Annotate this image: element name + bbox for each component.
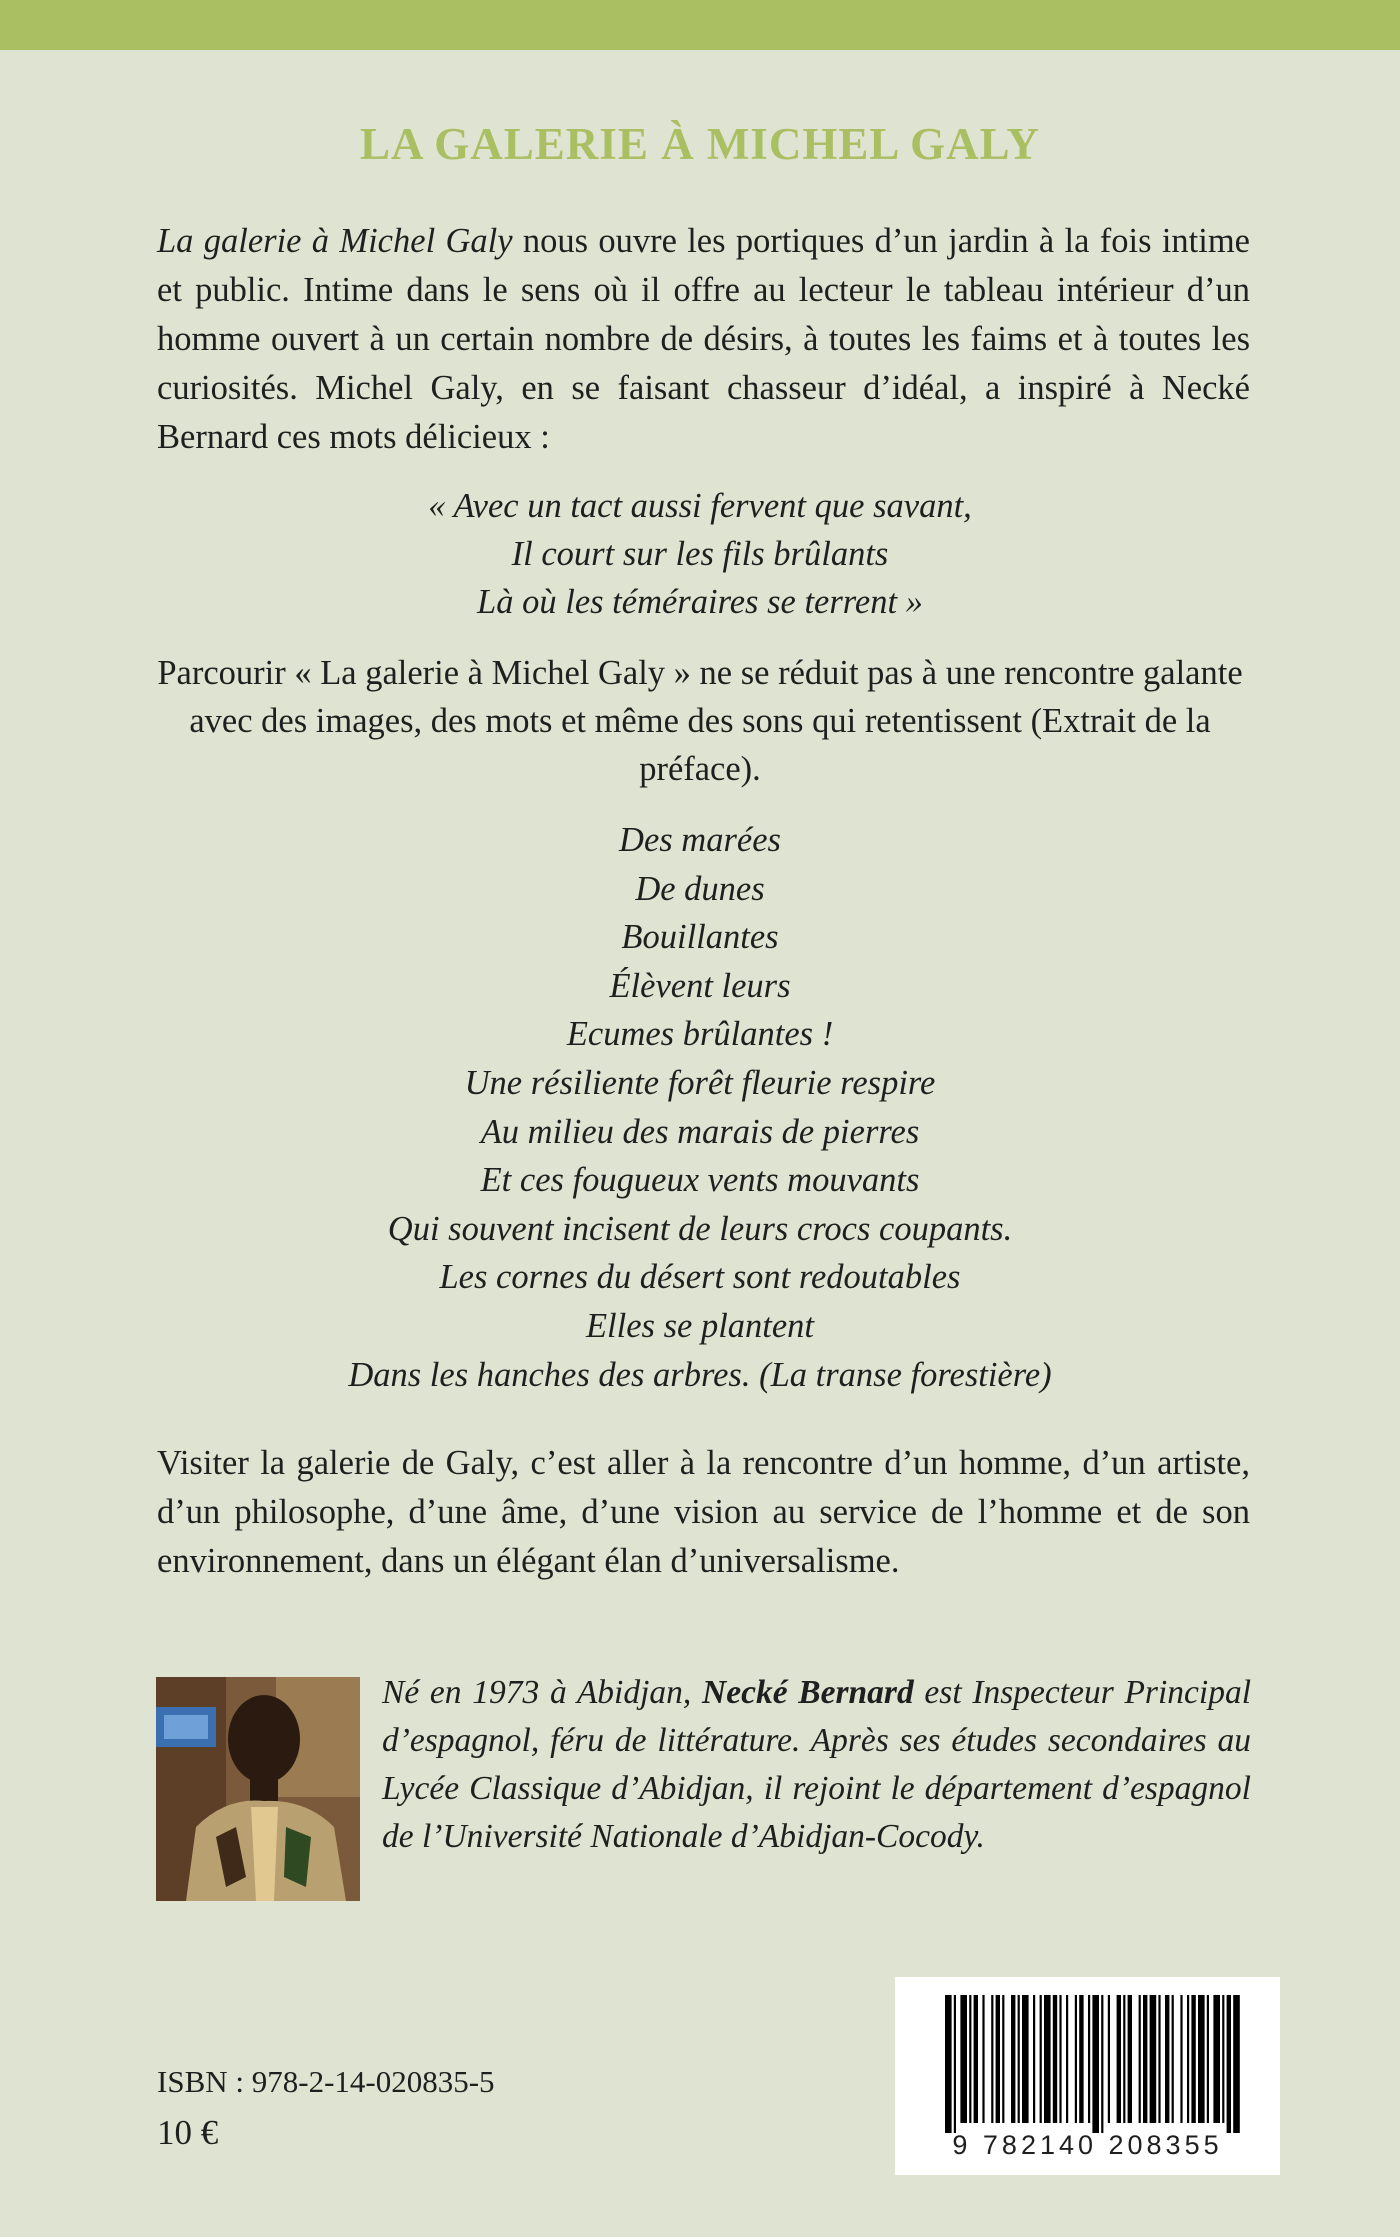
- barcode-bar: [1187, 1995, 1189, 2123]
- poem-line: Ecumes brûlantes !: [566, 1015, 834, 1054]
- book-title: LA GALERIE À MICHEL GALY: [360, 119, 1040, 169]
- poem-line: Élèvent leurs: [609, 966, 791, 1005]
- quote-line: « Avec un tact aussi fervent que savant,: [428, 487, 972, 525]
- barcode-bar: [1165, 1995, 1169, 2123]
- poem-line: Les cornes du désert sont redoutables: [439, 1258, 961, 1297]
- barcode-bar: [1158, 1995, 1160, 2123]
- poem-line: Au milieu des marais de pierres: [480, 1112, 920, 1151]
- barcode-bar: [974, 1995, 978, 2123]
- poem-line: Dans les hanches des arbres. (La transe forestière): [348, 1355, 1052, 1394]
- intro-text: nous ouvre les portiques d’un jardin à la fois intime et public. Intime dans le sens où il offre au lecteur le tableau intérieur d’un homme ouvert à un certain nombre de désirs, à toutes les faims et à toutes les curiosités. Michel Galy, en se faisant chasseur d’idéal, a inspiré à Necké Bernard ces mots délicieux :: [157, 222, 1250, 456]
- barcode-bar: [1222, 1995, 1224, 2123]
- poem-line: De dunes: [635, 869, 765, 908]
- author-bio: [382, 1669, 1251, 1861]
- poem-line: Elles se plantent: [585, 1306, 815, 1345]
- barcode-bar: [1198, 1995, 1205, 2123]
- intro-italic-title: La galerie à Michel Galy: [157, 222, 513, 260]
- barcode-bar: [1143, 1995, 1147, 2123]
- poem-line: Une résiliente forêt fleurie respire: [464, 1063, 936, 1102]
- barcode-bar: [1002, 1995, 1004, 2123]
- barcode-number: 9 782140 208355: [952, 2130, 1223, 2160]
- quote-block: [0, 482, 1400, 626]
- price: 10 €: [157, 2113, 219, 2152]
- barcode-bar: [1108, 1995, 1110, 2123]
- barcode-bar: [1191, 1995, 1195, 2123]
- barcode-bar: [1018, 1995, 1020, 2123]
- barcode-bar: [1066, 1995, 1068, 2123]
- barcode-bar: [1233, 1995, 1240, 2133]
- poem-line: Qui souvent incisent de leurs crocs coupants.: [387, 1209, 1013, 1248]
- poem-line: Des marées: [619, 821, 781, 859]
- barcode-bar: [1044, 1995, 1051, 2123]
- poem-line: Bouillantes: [621, 918, 779, 957]
- author-name: Necké Bernard: [702, 1674, 914, 1711]
- barcode-bar: [969, 1995, 971, 2123]
- barcode-bar: [1040, 1995, 1042, 2123]
- author-bio-intro: Né en 1973 à Abidjan,: [382, 1674, 703, 1711]
- author-photo: [156, 1677, 360, 1901]
- barcode-bar: [1092, 1995, 1099, 2133]
- quote-line: Il court sur les fils brûlants: [511, 535, 889, 573]
- barcode-bar: [982, 1995, 984, 2123]
- barcode-bar: [1059, 1995, 1061, 2123]
- barcode-bar: [996, 1995, 1000, 2123]
- barcode-bar: [1088, 1995, 1090, 2123]
- poem-block: [0, 816, 1400, 1399]
- barcode-bar: [1022, 1995, 1029, 2123]
- barcode-bar: [1011, 1995, 1015, 2123]
- barcode-bar: [1128, 1995, 1132, 2123]
- quote-line: Là où les téméraires se terrent »: [477, 583, 923, 621]
- barcode: [895, 1977, 1280, 2175]
- poem-line: Et ces fougueux vents mouvants: [480, 1161, 920, 1200]
- top-color-band: [0, 0, 1400, 50]
- barcode-bar: [1150, 1995, 1157, 2123]
- barcode-bar: [1207, 1995, 1209, 2123]
- intro-paragraph: [157, 217, 1250, 462]
- author-bio-text: est Inspecteur Principal d’espagnol, féru de littérature. Après ses études secondaires au Lycée Classique d’Abidjan, il rejoint le département d’espagnol de l’Université Nationale d’Abidjan-Cocody.: [382, 1674, 1251, 1855]
- barcode-bar: [1213, 1995, 1220, 2123]
- barcode-bar: [1172, 1995, 1174, 2123]
- barcode-bar: [1075, 1995, 1077, 2123]
- barcode-bar: [1033, 1995, 1035, 2123]
- preface-paragraph: Parcourir « La galerie à Michel Galy » ne se réduit pas à une rencontre galante avec des images, des mots et même des sons qui retentissent (Extrait de la préface).: [157, 654, 1243, 788]
- barcode-bar: [1117, 1995, 1121, 2123]
- barcode-bar: [1079, 1995, 1083, 2123]
- barcode-bar: [1053, 1995, 1057, 2123]
- barcode-bar: [1139, 1995, 1141, 2123]
- barcode-bar: [1227, 1995, 1231, 2133]
- barcode-bar: [1123, 1995, 1125, 2123]
- barcode-bar: [945, 1995, 952, 2133]
- barcode-bar: [960, 1995, 967, 2123]
- closing-paragraph: Visiter la galerie de Galy, c’est aller à la rencontre d’un homme, d’un artiste, d’un philosophe, d’une âme, d’une vision au service de l’homme et de son environnement, dans un élégant élan d’universalisme.: [157, 1444, 1250, 1580]
- barcode-bar: [1180, 1995, 1182, 2123]
- isbn: ISBN : 978-2-14-020835-5: [157, 2064, 495, 2099]
- barcode-bar: [1101, 1995, 1103, 2133]
- barcode-bar: [991, 1995, 993, 2123]
- barcode-bar: [954, 1995, 956, 2133]
